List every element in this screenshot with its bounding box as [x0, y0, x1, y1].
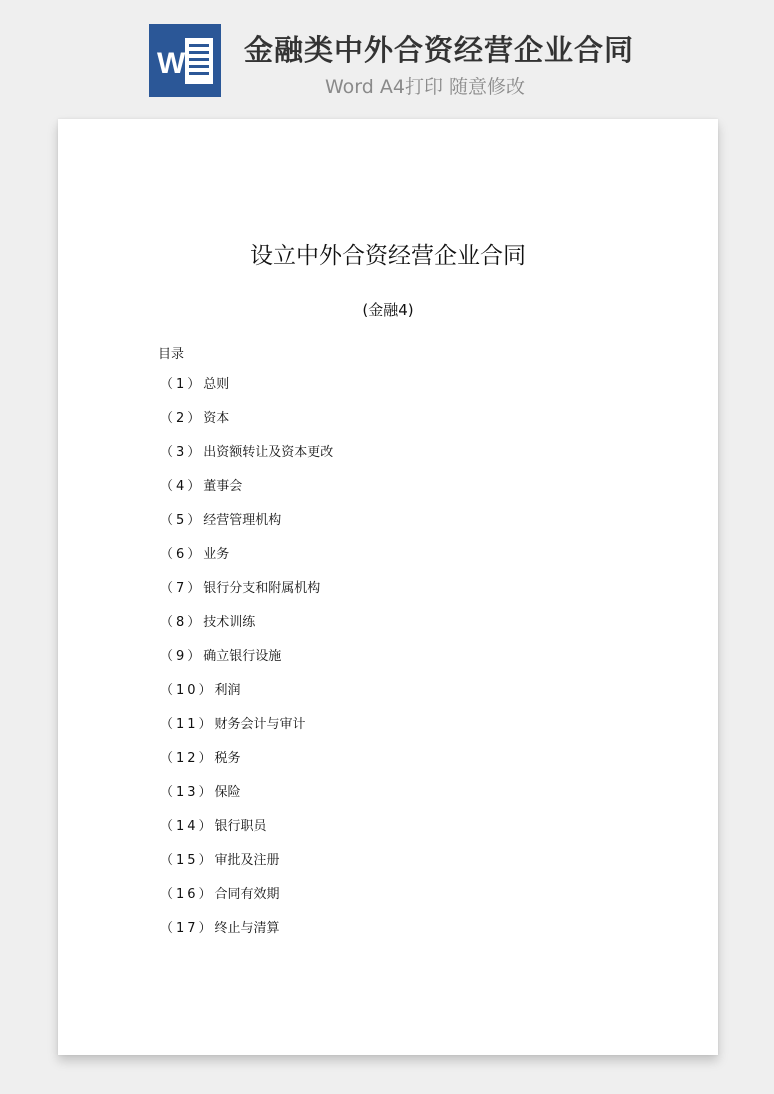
document-subtitle: (金融4): [362, 301, 414, 319]
toc-item-number: （15）: [160, 853, 215, 868]
word-icon: [149, 24, 221, 97]
header-title: 金融类中外合资经营企业合同: [244, 33, 635, 67]
toc-item: [158, 780, 333, 814]
toc-item: [158, 474, 333, 508]
document-page: [58, 119, 718, 1055]
toc-item-number: （1）: [160, 377, 204, 392]
toc-item: [158, 848, 333, 882]
toc-item-label: 税务: [214, 751, 241, 766]
toc-item-number: （5）: [160, 513, 204, 528]
toc-item: [158, 916, 333, 950]
toc-item-label: 出资额转让及资本更改: [203, 445, 334, 460]
toc-item: [158, 712, 333, 746]
toc-item-number: （7）: [160, 581, 204, 596]
toc-item-label: 终止与清算: [214, 921, 280, 936]
toc-item-number: （8）: [160, 615, 204, 630]
toc-item: [158, 882, 333, 916]
toc-item-label: 技术训练: [203, 615, 256, 630]
toc-item-label: 利润: [214, 683, 241, 698]
toc-item: [158, 678, 333, 712]
toc-item: [158, 508, 333, 542]
toc-item-number: （9）: [160, 649, 204, 664]
toc-item-number: （12）: [160, 751, 215, 766]
toc-item-label: 资本: [203, 411, 230, 426]
toc-item-label: 业务: [203, 547, 230, 562]
toc-item-number: （17）: [160, 921, 215, 936]
toc-item: [158, 576, 333, 610]
toc-item-number: （10）: [160, 683, 215, 698]
toc-item: [158, 542, 333, 576]
toc-item-label: 财务会计与审计: [214, 717, 306, 732]
document-title: 设立中外合资经营企业合同: [250, 243, 526, 269]
toc-item-number: （6）: [160, 547, 204, 562]
word-icon-letter: W: [157, 47, 186, 80]
toc-item-label: 确立银行设施: [203, 649, 282, 664]
toc-item: [158, 814, 333, 848]
toc-item-number: （3）: [160, 445, 204, 460]
toc-item: [158, 440, 333, 474]
toc-item-number: （4）: [160, 479, 204, 494]
toc-item-number: （16）: [160, 887, 215, 902]
toc-item-label: 保险: [214, 785, 241, 800]
toc-item-label: 审批及注册: [214, 853, 280, 868]
toc-item-number: （11）: [160, 717, 215, 732]
header-subtitle: Word A4打印 随意修改: [325, 76, 526, 98]
toc-item-label: 董事会: [203, 479, 243, 494]
toc-item-label: 总则: [203, 377, 230, 392]
toc-item: [158, 372, 333, 406]
header-banner: [0, 0, 774, 110]
toc-item: [158, 610, 333, 644]
toc-item-number: （13）: [160, 785, 215, 800]
toc-item: [158, 406, 333, 440]
toc-item-label: 合同有效期: [214, 887, 280, 902]
toc-item-label: 银行分支和附属机构: [203, 581, 321, 596]
toc-item: [158, 746, 333, 780]
toc-list: [158, 372, 333, 950]
toc-item: [158, 644, 333, 678]
toc-item-number: （14）: [160, 819, 215, 834]
toc-item-label: 银行职员: [214, 819, 267, 834]
toc-item-number: （2）: [160, 411, 204, 426]
toc-heading: 目录: [158, 347, 185, 362]
toc-item-label: 经营管理机构: [203, 513, 282, 528]
